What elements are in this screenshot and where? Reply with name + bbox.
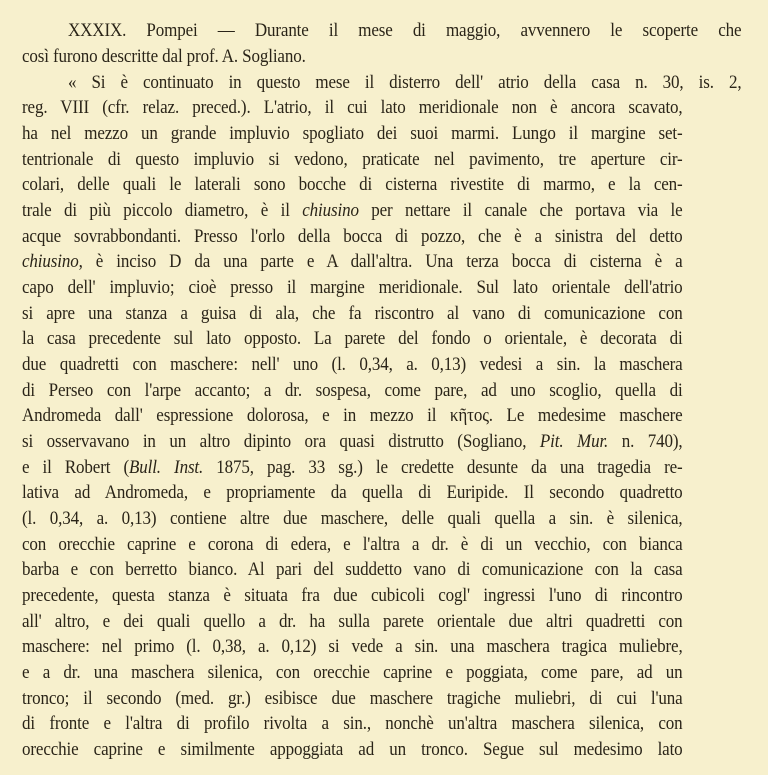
italic-citation: Bull. Inst. bbox=[128, 458, 204, 478]
text-span: per nettare il canale che portava via le bbox=[358, 201, 683, 221]
italic-citation: Pit. Mur. bbox=[539, 432, 609, 452]
text-line: così furono descritte dal prof. A. Sogliano. bbox=[22, 47, 306, 67]
text-line: maschere: nel primo (l. 0,38, a. 0,12) si vede a sin. una maschera tragica muliebre, bbox=[22, 637, 683, 657]
text-line: (l. 0,34, a. 0,13) contiene altre due maschere, delle quali quella a sin. è silenica, bbox=[22, 509, 683, 529]
text-line: di Perseo con l'arpe accanto; a dr. sospesa, come pare, ad uno scoglio, quella di bbox=[22, 381, 683, 401]
text-line: acque sovrabbondanti. Presso l'orlo della bocca di pozzo, che è a sinistra del detto bbox=[22, 227, 683, 247]
text-line: precedente, questa stanza è situata fra due cubicoli cogl' ingressi l'uno di rincontro bbox=[22, 586, 683, 606]
text-span: trale di più piccolo diametro, è il bbox=[22, 201, 303, 221]
text-line: si apre una stanza a guisa di ala, che fa riscontro al vano di comunicazione con bbox=[22, 304, 683, 324]
text-line: orecchie caprine e similmente appoggiata ad un tronco. Segue sul medesimo lato bbox=[22, 740, 683, 760]
text-line bbox=[22, 198, 683, 224]
text-line: di fronte e l'altra di profilo rivolta a sin., nonchè un'altra maschera silenica, con bbox=[22, 714, 683, 734]
text-span: si osservavano in un altro dipinto ora quasi distrutto (Sogliano, bbox=[22, 432, 540, 452]
text-line bbox=[22, 249, 683, 275]
text-line: reg. VIII (cfr. relaz. preced.). L'atrio, il cui lato meridionale non è ancora scavato, bbox=[22, 98, 683, 118]
text-line bbox=[22, 455, 683, 481]
text-line: all' altro, e dei quali quello a dr. ha sulla parete orientale due altri quadretti con bbox=[22, 612, 683, 632]
text-line: barba e con berretto bianco. Al pari del suddetto vano di comunicazione con la casa bbox=[22, 560, 683, 580]
text-line: « Si è continuato in questo mese il disterro dell' atrio della casa n. 30, is. 2, bbox=[68, 73, 742, 93]
text-line: ha nel mezzo un grande impluvio spogliato dei suoi marmi. Lungo il margine set- bbox=[22, 124, 683, 144]
italic-term: chiusino bbox=[22, 252, 79, 272]
text-line: due quadretti con maschere: nell' uno (l. 0,34, a. 0,13) vedesi a sin. la maschera bbox=[22, 355, 683, 375]
text-line: con orecchie caprine e corona di edera, e l'altra a dr. è di un vecchio, con bianca bbox=[22, 535, 683, 555]
text-line: lativa ad Andromeda, e propriamente da quella di Euripide. Il secondo quadretto bbox=[22, 483, 683, 503]
text-span: n. 740), bbox=[608, 432, 683, 452]
text-span: , è inciso D da una parte e A dall'altra. Una terza bocca di cisterna è a bbox=[78, 252, 683, 272]
text-line: Andromeda dall' espressione dolorosa, e in mezzo il κῆτος. Le medesime maschere bbox=[22, 406, 683, 426]
text-line bbox=[22, 429, 683, 455]
text-line-heading: XXXIX. Pompei — Durante il mese di maggio, avvennero le scoperte che bbox=[68, 21, 742, 41]
text-span: e il Robert ( bbox=[22, 458, 129, 478]
text-line: colari, delle quali le laterali sono bocche di cisterna rivestite di marmo, e la cen- bbox=[22, 175, 683, 195]
text-span: 1875, pag. 33 sg.) le credette desunte da una tragedia re- bbox=[203, 458, 683, 478]
text-line: capo dell' impluvio; cioè presso il margine meridionale. Sul lato orientale dell'atrio bbox=[22, 278, 683, 298]
italic-term: chiusino bbox=[302, 201, 359, 221]
text-line: e a dr. una maschera silenica, con orecchie caprine e poggiata, come pare, ad un bbox=[22, 663, 683, 683]
text-line: tentrionale di questo impluvio si vedono, praticate nel pavimento, tre aperture cir- bbox=[22, 150, 683, 170]
text-line: la casa precedente sul lato opposto. La parete del fondo o orientale, è decorata di bbox=[22, 329, 683, 349]
text-line: tronco; il secondo (med. gr.) esibisce due maschere tragiche muliebri, di cui l'una bbox=[22, 689, 683, 709]
